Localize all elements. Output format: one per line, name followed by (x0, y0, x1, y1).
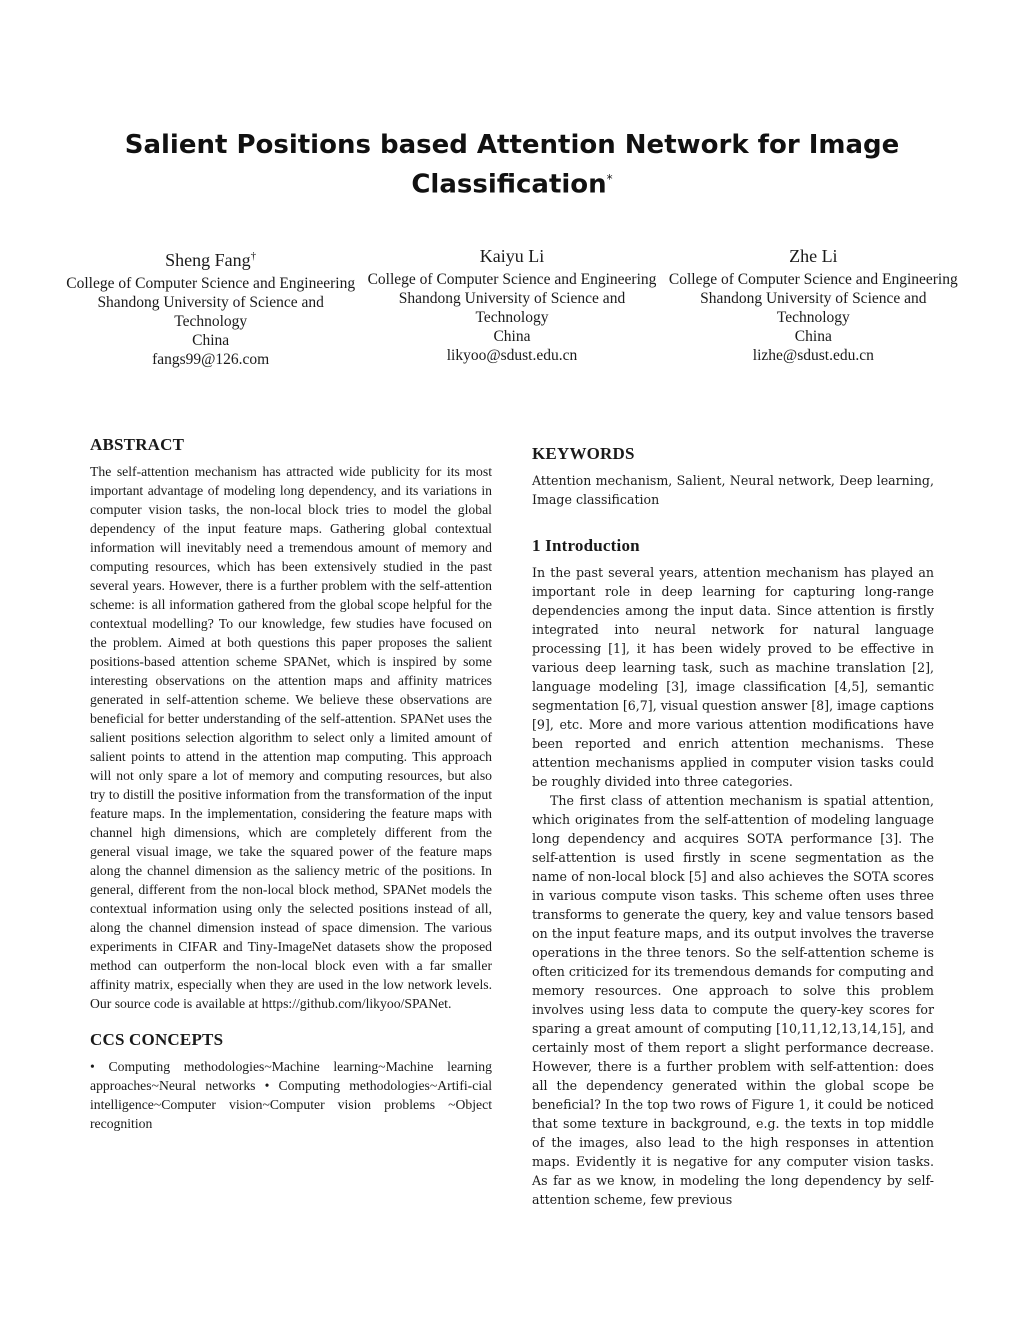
author-country: China (794, 328, 832, 345)
author-name: Zhe Li (789, 246, 838, 266)
author-block (60, 244, 964, 369)
author-footnote-mark: † (250, 250, 257, 262)
abstract-heading: ABSTRACT (90, 435, 185, 454)
intro-body (532, 563, 934, 1209)
keywords-heading: KEYWORDS (532, 444, 635, 463)
paper-title (120, 128, 904, 202)
author-university: Shandong University of Science and Technology (398, 290, 626, 326)
keywords-text: Attention mechanism, Salient, Neural network, Deep learning, Image classification (532, 473, 934, 507)
author-country: China (192, 332, 230, 349)
author-university: Shandong University of Science and Technology (700, 290, 927, 326)
intro-paragraph-2: The first class of attention mechanism is spatial attention, which originates from the self-attention of modeling language long dependency and acquires SOTA performance [3]. The self-attention is used firstly in scene segmentation as the name of non-local block [5] and also achieves the SOTA scores in various compute vison tasks. This scheme often uses three transforms to generate the query, key and value tensors based on the input feature maps, and its output involves the traverse operations in the three tenors. So the self-attention scheme is often criticized for its tremendous demands for computing and memory resources. One approach to solve this problem involves using less data to compute the query-key scores for sparing a great amount of computing [10,11,12,13,14,15], and certainly most of them report a slight performance decrease. However, there is a further problem with self-attention: does all the dependency generated within the global scope be beneficial? In the top two rows of Figure 1, it could be noticed that some texture in background, e.g. the texts in top middle of the images, also lead to the high responses in attention maps. Evidently it is negative for any computer vision tasks. As far as we know, in modeling the long dependency by self-attention scheme, few previous (532, 793, 934, 1207)
author-1 (60, 244, 361, 369)
intro-heading: 1 Introduction (532, 536, 640, 555)
author-department: College of Computer Science and Engineering (367, 271, 657, 288)
author-name: Sheng Fang† (165, 250, 257, 270)
abstract-text: The self-attention mechanism has attracted wide publicity for its most important advantage of modeling long dependency, and its variations in computer vision tasks, the non-local block tries to model the global dependency of the input feature maps. Gathering global contextual information will inevitably need a tremendous amount of memory and computing resources, which has been extensively studied in the past several years. However, there is a further problem with the self-attention scheme: is all information gathered from the global scope helpful for the contextual modelling? To our knowledge, few studies have focused on the problem. Aimed at both questions this paper proposes the salient positions-based attention scheme SPANet, which is inspired by some interesting observations on the attention maps and affinity matrices generated in self-attention scheme. We believe these observations are beneficial for better understanding of the self-attention. SPANet uses the salient positions selection algorithm to select only a limited amount of salient points to attend in the attention map computing. This approach will not only spare a lot of memory and computing resources, but also try to distill the positive information from the transformation of the input feature maps. In the implementation, considering the feature maps with channel high dimensions, which are completely different from the general visual image, we take the squared power of the feature maps along the channel dimension as the saliency metric of the positions. In general, different from the non-local block method, SPANet models the contextual information using only the selected positions instead of all, along the channel dimension instead of space dimension. The various experiments in CIFAR and Tiny-ImageNet datasets show the proposed method can outperform the non-local block even with a far smaller affinity matrix, especially when they are used in the low network levels. Our source code is available at https://github.com/likyoo/SPANet. (90, 464, 492, 1011)
intro-paragraph-1: In the past several years, attention mechanism has played an important role in deep learning for capturing long-range dependencies among the input data. Since attention is firstly integrated into neural network for natural language processing [1], it has been widely proved to be effective in various deep learning task, such as machine translation [2], language modeling [3], image classification [4,5], semantic segmentation [6,7], visual question answer [8], image captions [9], etc. More and more various attention modifications have been reported and enrich attention mechanisms. These attention mechanisms applied in computer vision tasks could be roughly divided into three categories. (532, 565, 934, 789)
author-2 (361, 244, 662, 369)
author-email: lizhe@sdust.edu.cn (752, 347, 874, 364)
author-email: likyoo@sdust.edu.cn (446, 347, 578, 364)
author-department: College of Computer Science and Engineering (668, 271, 958, 288)
right-column (532, 443, 934, 1209)
author-3 (663, 244, 964, 369)
author-department: College of Computer Science and Engineering (66, 275, 356, 292)
ccs-text: • Computing methodologies~Machine learning~Machine learning approaches~Neural networks • Computing methodologies~Artifi-cial intelligence~Computer vision~Computer vision problems ~Object recognition (90, 1059, 492, 1131)
ccs-heading: CCS CONCEPTS (90, 1030, 224, 1049)
title-text: Salient Positions based Attention Network for Image Classification (124, 130, 900, 200)
author-email: fangs99@126.com (152, 351, 270, 368)
author-country: China (493, 328, 531, 345)
left-column (90, 434, 492, 1133)
author-name: Kaiyu Li (479, 246, 545, 266)
author-university: Shandong University of Science and Technology (97, 294, 324, 330)
title-footnote-mark: * (606, 172, 613, 186)
